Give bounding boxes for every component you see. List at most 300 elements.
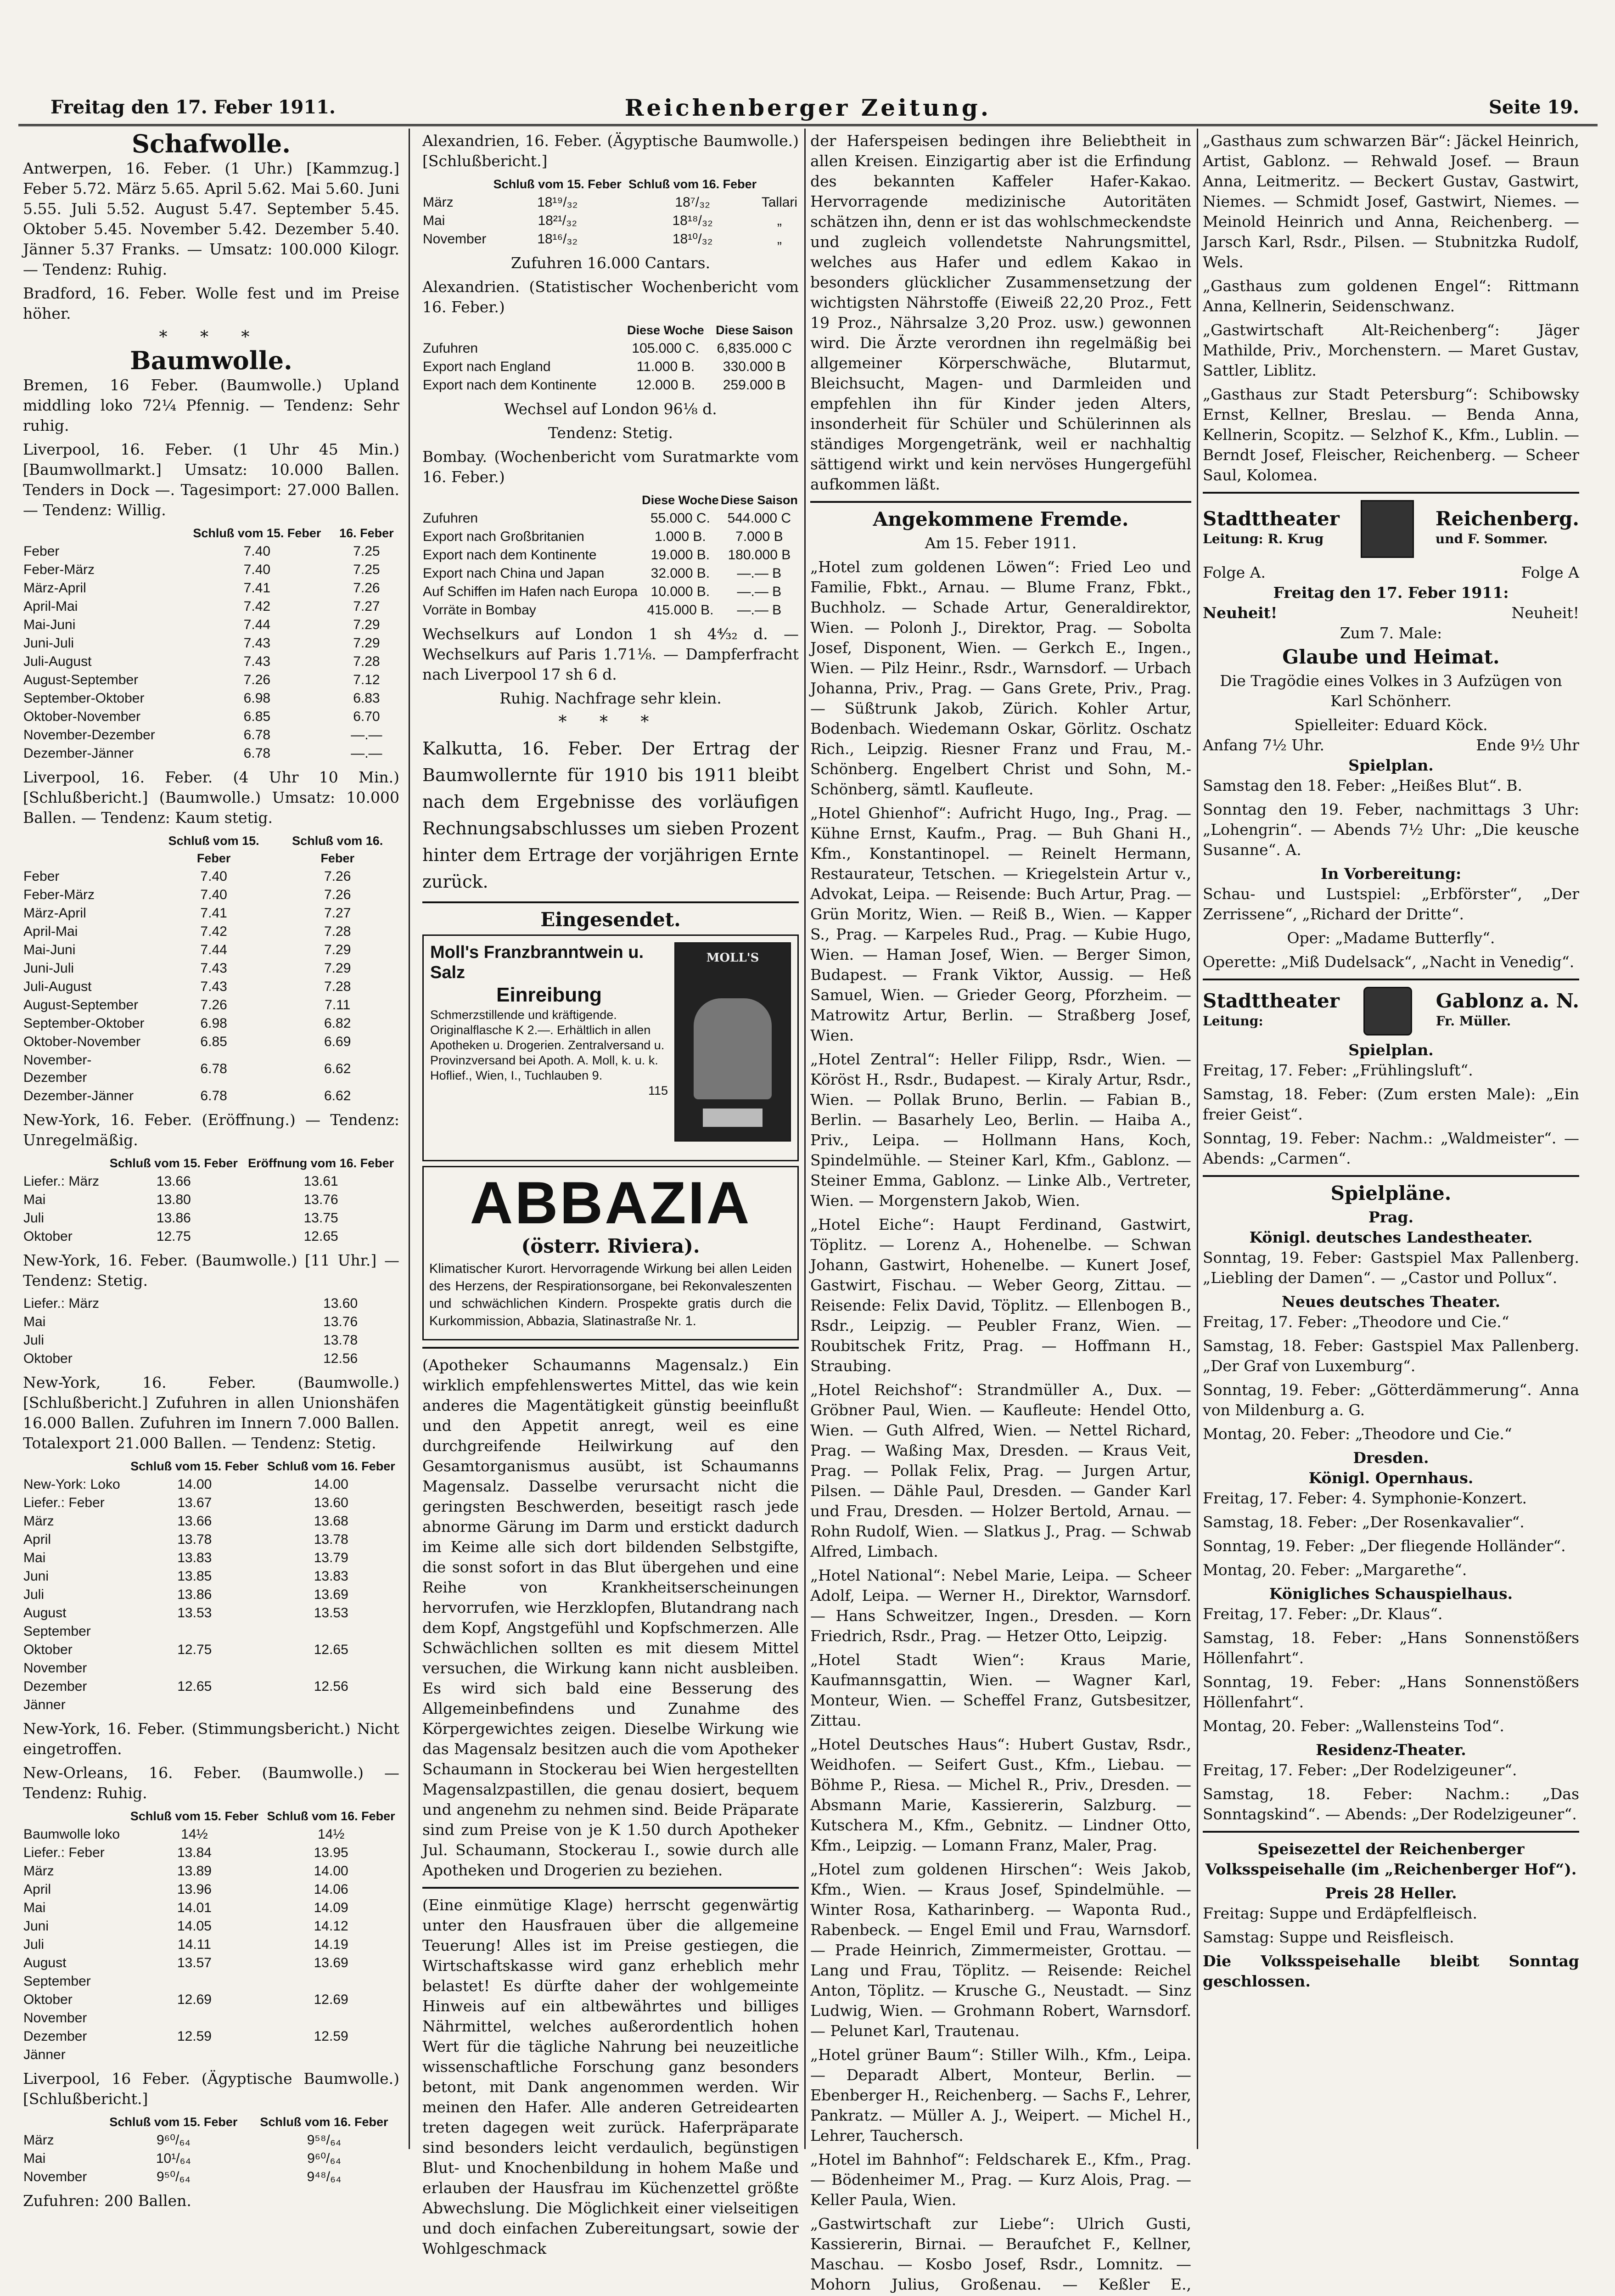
venue-item: Samstag, 18. Feber: „Der Rosenkavalier“. [1203,1513,1525,1531]
venue-item: Freitag, 17. Feber: „Der Rodelzigeuner“. [1203,1761,1517,1779]
row-label: Zufuhren [423,511,478,526]
row-label: Dezember-Jänner [23,1088,134,1103]
table-row [422,358,799,376]
article-schaumann: (Apotheker Schaumanns Magensalz.) Ein wirklich empfehlenswertes Mittel, das wie kein anderes die Magentätigkeit günstig beeinflußt und den Appetit anregt, weil es eine durchgreifende Heilwirkung auf den Gesamtorganismus ausübt, ist Schaumanns Magensalz. Dasselbe verursacht nicht die geringsten Beschwerden, beseitigt rasch jede abnorme Gärung im Darm und erstickt dadurch im Keime alle sich dort bildenden Selbstgifte, die sonst sofort in das Blut übergehen und eine Reihe von Krankheitserscheinungen hervorrufen, wie Herzklopfen, Blutandrang nach dem Kopf, Angstgefühl und Kopfschmerzen. Alle Schwächlichen sollten es mit diesem Mittel versuchen, die Wirkung kann nicht ausbleiben. Es wird sich bald eine Besserung des Allgemeinbefindens und Zunahme des Körpergewichtes zeigen. Dieselbe Wirkung wie das Magensalz besitzen auch die vom Apotheker Schaumann in Stockerau bei Wien hergestellten Magensalzpastillen, die genau dosiert, bequem und angenehm zu nehmen sind. Beide Präparate sind zum Preise von je K 1.50 durch Apotheker Jul. Schaumann, Stockerau I., sowie durch alle Apotheken und Drogerien zu beziehen. [422,1356,799,1879]
venue-item: Freitag, 17. Feber: „Dr. Klaus“. [1203,1605,1443,1623]
row-value: —.— [351,746,382,761]
spielplan-heading: Spielplan. [1348,756,1434,774]
row-value: 13.53 [314,1605,348,1621]
row-value: 6.85 [200,1034,227,1049]
row-value: 6.85 [243,709,271,724]
report-alexandrien-1: Alexandrien, 16. Feber. (Ägyptische Baumwolle.) [Schlußbericht.] [422,132,799,170]
row-value: 9⁴⁸/₆₄ [307,2169,342,2184]
list-item: „Gasthaus zur Stadt Petersburg“: Schibowsky Ernst, Kellner, Breslau. — Benda Anna, Kellnerin, Scopitz. — Selzhof K., Kfm., Lublin. — Berndt Josef, Fleischer, Reichenberg. — Scheer Saul, Kolomea. [1203,385,1579,484]
gablonz-item: Sonntag, 19. Feber: Nachm.: „Waldmeister“. — Abends: „Carmen“. [1203,1129,1579,1167]
row-label: Jänner [23,2047,66,2062]
row-value: 6.78 [200,1061,227,1076]
table-header: Diese Saison [720,493,798,507]
row-value: 7.27 [324,906,351,921]
closing-note: Die Volksspeisehalle bleibt Sonntag geschlossen. [1203,1952,1579,1990]
row-value: —.— B [737,602,782,618]
row-label: Oktober [23,1351,73,1366]
row-value: 7.25 [353,544,380,559]
table-row [23,671,399,689]
report-newyork-4: New-York, 16. Feber. (Stimmungsbericht.) Nicht eingetroffen. [23,1720,399,1758]
row-label: September [23,1624,91,1639]
header-date: Freitag den 17. Feber 1911. [50,96,336,118]
row-value: 12.75 [177,1642,212,1657]
city-prag: Prag. [1368,1208,1414,1226]
row-value: 13.76 [323,1314,358,1329]
row-label: Mai-Juni [23,617,76,632]
row-value: 13.86 [177,1587,212,1602]
row-label: März-April [23,906,86,921]
row-value: 14½ [181,1827,208,1842]
table-row [422,564,799,583]
venue-residenz: Residenz-Theater. [1316,1741,1466,1759]
table-row [23,867,399,886]
neuheit-left: Neuheit! [1203,604,1278,622]
play-description: Die Tragödie eines Volkes in 3 Aufzügen von Karl Schönherr. [1220,672,1562,710]
divider [1203,1175,1579,1177]
row-value: 10.000 B. [650,584,710,599]
row-label: Juni [23,1919,49,1934]
row-label: Feber [23,544,60,559]
moll-ad-text: Schmerzstillende und kräftigende. Originalflasche K 2.—. Erhältlich in allen Apotheken u. Drogerien. Zentralversand u. Provinzversand bei Apoth. A. Moll, k. u. k. Hoflief., Wien, I., Tuchlauben 9. [430,1008,665,1082]
row-value: 9⁶⁰/₆₄ [157,2133,191,2148]
stats-table-alexandrien [422,321,799,394]
vorbereitung-item: Operette: „Miß Dudelsack“, „Nacht in Venedig“. [1203,953,1575,971]
theatre-leitung-2: und F. Sommer. [1435,531,1548,546]
performance-date: Freitag den 17. Feber 1911: [1273,584,1509,602]
table-row [23,1677,399,1696]
row-value: 7.43 [200,961,227,976]
abbazia-text: Klimatischer Kurort. Hervorragende Wirkung bei allen Leiden des Herzens, der Respirationsorgane, bei Rekonvaleszenten und schwächlichen Kindern. Prospekte gratis durch die Kurkommission, Abbazia, Slatinastraße Nr. 1. [429,1261,792,1328]
row-value: 13.66 [156,1174,191,1189]
table-row [23,1087,399,1105]
row-value: 13.78 [314,1532,348,1547]
row-value: 12.69 [314,1992,348,2007]
table-body [422,193,799,248]
table-row [23,1954,399,1972]
report-bremen: Bremen, 16 Feber. (Baumwolle.) Upland middling loko 72¼ Pfennig. — Tendenz: Sehr ruhig. [23,376,399,434]
list-item: „Hotel zum goldenen Löwen“: Fried Leo und Familie, Fbkt., Arnau. — Blume Franz, Fbkt., Buchholz. — Schade Artur, Generaldirektor, Wien. — Polonh J., Direktor, Prag. — Sobolta Josef, Disponent, Wien. — Gerkch E., Ingen., Wien. — Pilz Heinr., Rsdr., Warnsdorf. — Urbach Johanna, Priv., Prag. — Gans Grete, Priv., Prag. — Süßtrunk Jakob, Zürich. Kohler Artur, Bodenbach. Wiedemann Oskar, Görlitz. Oschatz Rich., Leipzig. Riesner Franz und Frau, M.-Schönberg. Engelbert Christ und Sohn, M.-Schönberg, sämtl. Kaufleute. [810,558,1191,798]
table-row [23,1622,399,1641]
table-header: Schluß vom 16. Feber [628,177,757,191]
venue-schauspielhaus: Königliches Schauspielhaus. [1269,1585,1513,1603]
row-label: Juli [23,1937,45,1952]
gablonz-item: Samstag, 18. Feber: (Zum ersten Male): „Ein freier Geist“. [1203,1085,1579,1123]
row-label: Liefer.: Feber [23,1495,105,1510]
table-body [23,2131,399,2186]
table-body [422,339,799,394]
table-row [23,1880,399,1899]
spielplan-item: Sonntag den 19. Feber, nachmittags 3 Uhr: „Lohengrin“. — Abends 7½ Uhr: „Die keusche Susanne“. A. [1203,800,1579,859]
price-table-alexandrien [422,175,799,248]
row-label: Juli [23,1210,45,1226]
article-klage: (Eine einmütige Klage) herrscht gegenwärtig unter den Hausfrauen über die allgemeine Teuerung! Alles ist im Preise gestiegen, die Wirtschaftskasse wird ganz erheblich mehr belastet! Es dürfte daher der wohlgemeinte Hinweis auf ein altbewährtes und billiges Nährmittel, welches außerordentlich hohen Wert für die tägliche Nahrung bei neuzeitliche wissenschaftliche Forschung ganz besonders betont, mit Dank angenommen werden. Wir meinen den Hafer. Alle anderen Getreidearten treten dagegen weit zurück. Haferpräparate sind besonders leicht verdaulich, begünstigen Blut- und Knochenbildung in hohem Maße und erlauben der Hausfrau im Küchenzettel größte Abwechslung. Die Möglichkeit einer vielseitigen und doch einfachen Zubereitungsart, sowie der Wohlgeschmack [422,1896,799,2257]
row-label: Feber-März [23,887,95,902]
row-label: Jänner [23,1697,66,1712]
list-item: „Hotel Zentral“: Heller Filipp, Rsdr., Wien. — Köröst H., Rsdr., Budapest. — Kiraly Artur, Rsdr., Wien. — Pollak Bruno, Berlin. — Fabian B., Berlin. — Basarhely Leo, Berlin. — Haiba A., Priv., Leipa. — Hollmann Hans, Koch, Spindelmühle. — Steiner Karl, Kfm., Gablonz. — Steiner Emma, Gablonz. — Linke Alb., Vertreter, Wien. — Morgenstern Jakob, Wien. [810,1050,1191,1210]
gablonz-crest-icon [1363,987,1412,1035]
row-value: 12.65 [177,1679,212,1694]
row-value: 6.69 [324,1034,351,1049]
row-value: 7.29 [353,636,380,651]
row-value [263,2009,399,2027]
section-title-fremde: Angekommene Fremde. [873,508,1129,530]
row-value [126,1622,263,1641]
report-alexandrien-2: Alexandrien. (Statistischer Wochenbericht vom 16. Feber.) [422,278,799,316]
row-value: 14.12 [314,1919,348,1934]
row-value: 18¹⁰/₃₂ [672,231,713,247]
table-row [23,1033,399,1051]
row-value: 7.28 [324,979,351,994]
row-label: Dezember-Jänner [23,746,134,761]
price-table-neworleans [23,1807,399,2064]
table-body [422,509,799,619]
theatre-leitung: Leitung: R. Krug [1203,531,1324,546]
price-table-newyork-1 [23,1154,399,1246]
price-table-newyork-2 [23,1294,399,1368]
list-item: „Gastwirtschaft zur Liebe“: Ulrich Gusti, Kassiererin, Birnai. — Beraufchet F., Kellner, Maschau. — Kosbo Josef, Rsdr., Lomnitz. — Mohorn Julius, Großenau. — Keßler E., [810,2215,1191,2293]
table-row [23,941,399,959]
row-value: „ [777,231,782,247]
row-value: 12.65 [303,1229,338,1244]
row-value: 7.40 [200,869,227,884]
row-label: Feber-März [23,562,95,577]
table-header: Diese Woche [627,323,704,337]
table-header: Diese Saison [716,323,793,337]
guest-list [810,557,1191,2296]
divider [422,1347,799,1349]
table-row [23,1659,399,1677]
row-value: 13.86 [156,1210,191,1226]
guest-list-continued [1203,131,1579,485]
figure-base [703,1109,763,1127]
table-row [23,1991,399,2009]
table-body [23,1825,399,2064]
table-row [23,1567,399,1586]
row-value: 14.05 [177,1919,212,1934]
table-row [23,959,399,978]
abbazia-subtitle: (österr. Riviera). [521,1235,700,1257]
row-value: 13.53 [177,1605,212,1621]
gablonz-spielplan-heading: Spielplan. [1348,1041,1434,1059]
row-label: Liefer.: Feber [23,1845,105,1860]
row-label: Mai [23,1314,46,1329]
row-label: New-York: Loko [23,1477,120,1492]
row-value [126,1972,263,1991]
table-row [23,1227,399,1246]
row-value: 7.26 [353,580,380,596]
row-value: 18⁷/₃₂ [675,195,710,210]
table-row [23,616,399,634]
report-newyork-2: New-York, 16. Feber. (Baumwolle.) [11 Uhr.] — Tendenz: Stetig. [23,1251,399,1289]
row-value: Tallari [761,195,798,210]
row-value: 6,835.000 C [717,341,792,356]
column-rule [1197,129,1198,2149]
row-label: Juli-August [23,979,92,994]
row-label: Oktober [23,1992,73,2007]
table-row [23,886,399,904]
table-header: Schluß vom 15. Feber [193,526,321,540]
table-row [23,1936,399,1954]
table-row [422,546,799,564]
row-value: —.— B [737,584,782,599]
advertisement-moll [422,934,799,1161]
table-row [23,579,399,597]
row-value [279,1350,282,1368]
row-value: 7.29 [324,961,351,976]
theatre-header-gablonz [1203,987,1579,1035]
row-value: 13.80 [156,1192,191,1207]
gablonz-item: Freitag, 17. Feber: „Frühlingsluft“. [1203,1061,1473,1079]
row-label: November [423,231,487,247]
divider [1203,979,1579,980]
list-item: „Hotel Ghienhof“: Aufricht Hugo, Ing., Prag. — Kühne Ernst, Kaufm., Prag. — Buh Ghani H., Kfm., Konstantinopel. — Reinelt Hermann, Restaurateur, Tetschen. — Kriegelstein Artur v., Advokat, Leipa. — Reisende: Buch Artur, Prag. — Grün Moritz, Wien. — Reiß B., Wien. — Kapper S., Prag. — Karpeles Rud., Prag. — Kubie Hugo, Wien. — Haman Josef, Wien. — Berger Simon, Budapest. — Frank Viktor, Aussig. — Heß Samuel, Wien. — Grieder Georg, Pforzheim. — Matrowitz Artur, Berlin. — Straßberg Josef, Wien. [810,804,1191,1044]
list-item: „Hotel grüner Baum“: Stiller Wilh., Kfm., Leipa. — Deparadt Albert, Monteur, Berlin. — Ebenberger H., Reichenberg. — Sachs F., Lehrer, Pankratz. — Müller A. J., Weipert. — Michel H., Lehrer, Tauchersch. [810,2046,1191,2144]
row-value: 7.40 [243,562,271,577]
row-label: Export nach dem Kontinente [423,377,597,393]
row-value: 13.66 [177,1514,212,1529]
table-row [23,1313,399,1331]
venue-item: Freitag, 17. Feber: „Theodore und Cie.“ [1203,1313,1509,1331]
venue-item: Sonntag, 19. Feber: „Götterdämmerung“. Anna von Mildenburg a. G. [1203,1381,1579,1419]
column-rule [409,129,410,2149]
table-row [23,1549,399,1567]
volksspeisehalle-price: Preis 28 Heller. [1325,1884,1457,1902]
row-value: 6.98 [200,1016,227,1031]
row-label: März [423,195,454,210]
column-4 [1203,131,1579,2151]
row-value: 13.60 [323,1296,358,1311]
row-label: Feber [23,869,60,884]
fremde-date: Am 15. Feber 1911. [925,534,1077,552]
row-value: 13.79 [314,1550,348,1565]
play-title: Glaube und Heimat. [1282,646,1500,668]
row-label: Export nach China und Japan [423,566,605,581]
theatre-gablonz-right-block [1436,991,1579,1031]
separator-stars: * * * [558,713,663,732]
divider [422,1887,799,1889]
moll-ad-illustration [674,942,791,1142]
row-value: 32.000 B. [650,566,710,581]
row-value [126,1659,263,1677]
neuheit-right: Neuheit! [1511,604,1579,622]
row-value: 14½ [317,1827,345,1842]
table-row [23,923,399,941]
table-header: Schluß vom 16. Feber [292,834,383,865]
row-value: 7.43 [243,654,271,669]
venue-opernhaus: Königl. Opernhaus. [1308,1469,1474,1487]
report-newyork-3: New-York, 16. Feber. (Baumwolle.) [Schlußbericht.] Zufuhren in allen Unionshäfen 16.000 Ballen. Zufuhren im Innern 7.000 Ballen. Totalexport 21.000 Ballen. — Tendenz: Stetig. [23,1373,399,1452]
theatre-name: Stadttheater [1203,507,1340,530]
table-row [23,1696,399,1714]
row-label: Juli-August [23,654,92,669]
row-value: 7.42 [200,924,227,939]
gablonz-theatre-name: Stadttheater [1203,990,1340,1012]
table-row [23,653,399,671]
theatre-reichenberg-right-block [1436,509,1579,549]
row-label: Mai [23,2151,46,2166]
header-masthead: Reichenberger Zeitung. [624,94,992,121]
table-header: Schluß vom 16. Feber [267,1809,395,1823]
row-value: 12.69 [177,1992,212,2007]
row-label: Oktober-November [23,709,141,724]
row-label: März [23,2133,54,2148]
row-value: 19.000 B. [650,547,710,563]
column-3 [810,131,1191,2293]
table-row [23,1825,399,1844]
row-value: 13.85 [177,1569,212,1584]
moll-ad-figure-label: MOLL'S [706,951,759,965]
row-value: 12.56 [323,1351,358,1366]
table-row [23,1917,399,1936]
row-value: 259.000 B [723,377,786,393]
row-value: 14.01 [177,1900,212,1915]
list-item: „Hotel National“: Nebel Marie, Leipa. — Scheer Adolf, Leipa. — Werner H., Direktor, Warnsdorf. — Hans Schweitzer, Ingen., Dresden. — Korn Friedrich, Rsdr., Prag. — Hetzer Otto, Leipzig. [810,1566,1191,1645]
city-dresden: Dresden. [1353,1449,1429,1467]
venue-item: Samstag, 18. Feber: „Hans Sonnenstößers Höllenfahrt“. [1203,1629,1579,1667]
row-label: Dezember [23,2029,87,2044]
row-value: —.— [351,727,382,743]
report-neworleans: New-Orleans, 16. Feber. (Baumwolle.) — Tendenz: Ruhig. [23,1764,399,1802]
row-value [126,1696,263,1714]
venue-item: Samstag, 18. Feber: Nachm.: „Das Sonntagskind“. — Abends: „Der Rodelzigeuner“. [1203,1785,1579,1823]
row-value: 7.40 [200,887,227,902]
table-row [23,597,399,616]
row-value: 7.43 [200,979,227,994]
row-label: Baumwolle loko [23,1827,120,1842]
row-value [279,1294,282,1313]
table-row [23,1972,399,1991]
row-label: April-Mai [23,924,78,939]
abbazia-title: ABBAZIA [470,1169,751,1236]
table-row [23,1014,399,1033]
venue-item: Montag, 20. Feber: „Theodore und Cie.“ [1203,1425,1512,1443]
row-value: 13.68 [314,1514,348,1529]
row-value: 13.78 [177,1532,212,1547]
column-rule [804,129,806,2149]
row-value: 7.29 [353,617,380,632]
row-value: 13.83 [177,1550,212,1565]
table-body [23,1294,399,1368]
row-value: 7.42 [243,599,271,614]
row-value: 13.83 [314,1569,348,1584]
list-item: „Hotel Eiche“: Haupt Ferdinand, Gastwirt, Töplitz. — Lorenz A., Hohenelbe. — Schwan Johann, Gastwirt, Hohenelbe. — Kunert Josef, Gastwirt, Fischau. — Weber Georg, Zittau. — Reisende: Felix David, Töplitz. — Ellenbogen B., Rsdr., Leipzig. — Peubler Franz, Wien. — Roubitschek Fritz, Prag. — Hoffmann H., Straubing. [810,1216,1191,1375]
table-row [422,339,799,358]
venue-item: Sonntag, 19. Feber: „Der fliegende Holländer“. [1203,1537,1566,1555]
table-row [23,1899,399,1917]
gablonz-leitung-2: Fr. Müller. [1436,1013,1511,1029]
moll-ad-title: Moll's Franzbranntwein u. Salz [430,943,644,982]
table-row [23,1494,399,1512]
row-value: 13.89 [177,1863,212,1879]
spielleiter: Spielleiter: Eduard Köck. [1294,716,1488,734]
row-value: 12.56 [314,1679,348,1694]
report-liverpool-3: Liverpool, 16 Feber. (Ägyptische Baumwolle.) [Schlußbericht.] [23,2070,399,2108]
report-liverpool-1: Liverpool, 16. Feber. (1 Uhr 45 Min.) [Baumwollmarkt.] Umsatz: 10.000 Ballen. Tenders in Dock —. Tagesimport: 27.000 Ballen. — Tendenz: Willig. [23,440,399,519]
row-value [126,2046,263,2064]
price-table-liverpool-1 [23,524,399,763]
row-value: 13.75 [303,1210,338,1226]
table-body [23,1475,399,1714]
moll-ad-subtitle: Einreibung [496,984,602,1006]
row-label: Oktober-November [23,1034,141,1049]
row-label: Mai [423,213,445,228]
row-label: Mai [23,1192,46,1207]
article-hafer-kakao: der Haferspeisen bedingen ihre Beliebtheit in allen Kreisen. Einzigartig aber ist die Erfindung des bekannten Kaffeler Hafer-Kakao. Hervorragende medizinische Autoritäten schätzen ihn, denn er ist das wohlschmeckendste und zugleich vollendetste Nahrungsmittel, welches aus Hafer und edlem Kakao in besonders glücklicher Zusammensetzung der wichtigsten Nährstoffe (Eiweiß 22,20 Proz., Fett 19 Proz., Nährsalze 3,20 Proz. usw.) gewonnen wird. Die Ärzte verordnen ihn regelmäßig bei allgemeiner Körperschwäche, Blutarmut, Bleichsucht, Magen- und Darmleiden und empfehlen ihn für Kinder jeden Alters, insonderheit für Schüler und Schülerinnen als ständiges Morgengetränk, weil er nachhaltig sättigend wirkt und kein nervöses Hungergefühl aufkommen läßt. [810,132,1191,493]
divider [810,501,1191,503]
table-header: Schluß vom 15. Feber [109,2115,238,2129]
divider [1203,1831,1579,1833]
table-row [422,230,799,248]
table-row [23,744,399,763]
table-row [23,1051,399,1087]
row-value: 14.00 [314,1863,348,1879]
table-row [23,2027,399,2046]
row-value [263,1696,399,1714]
theatre-header-reichenberg [1203,500,1579,558]
table-row [23,1191,399,1209]
theatre-reichenberg-left-block [1203,509,1340,549]
spielplan-item: Samstag den 18. Feber: „Heißes Blut“. B. [1203,777,1522,794]
folge-line [1203,563,1579,583]
row-label: Export nach Großbritanien [423,529,584,544]
row-value: 7.000 B [735,529,783,544]
row-value: 7.29 [324,942,351,957]
table-row [422,193,799,212]
row-value: 9⁵⁸/₆₄ [307,2133,342,2148]
row-label: Mai [23,1550,46,1565]
table-row [23,726,399,744]
row-label: Oktober [23,1229,73,1244]
row-value: 7.26 [243,672,271,687]
table-row [23,1331,399,1350]
row-label: November [23,1660,87,1676]
row-label: Juli [23,1333,45,1348]
table-row [23,2168,399,2186]
row-label: Vorräte in Bombay [423,602,536,618]
row-value: 6.82 [324,1016,351,1031]
table-header: 16. Feber [339,526,394,540]
row-value [263,2046,399,2064]
table-row [23,689,399,708]
menu-item: Freitag: Suppe und Erdäpfelfleisch. [1203,1904,1478,1922]
row-value: 13.60 [314,1495,348,1510]
gablonz-leitung: Leitung: [1203,1013,1263,1029]
row-value: 9⁵⁰/₆₄ [156,2169,191,2184]
row-value: 6.78 [243,727,271,743]
advertisement-abbazia [422,1166,799,1340]
price-table-newyork-3 [23,1457,399,1714]
list-item: „Hotel zum goldenen Hirschen“: Weis Jakob, Kfm., Wien. — Kraus Josef, Spindelmühle. — Winter Rosa, Katharinberg. — Waponta Rud., Rabenbeck. — Engel Emil und Frau, Warnsdorf. — Prade Heinrich, Zimmermeister, Grottau. — Lang und Frau, Töplitz. — Reisende: Reichel Anton, Töplitz. — Krusche G., Neustadt. — Sinz Ludwig, Wien. — Grohmann Robert, Warnsdorf. — Pelunet Karl, Trautenau. [810,1860,1191,2040]
wechselkurs: Wechselkurs auf London 1 sh 4⁴⁄₃₂ d. — Wechselkurs auf Paris 1.71⅛. — Dampferfracht nach Liverpool 17 sh 6 d. [422,625,799,683]
list-item: „Hotel Stadt Wien“: Kraus Marie, Kaufmannsgattin, Wien. — Wagner Karl, Monteur, Wien. — Scheffel Franz, Gutsbesitzer, Zittau. [810,1651,1191,1729]
table-row [23,978,399,996]
list-item: „Hotel im Bahnhof“: Feldscharek E., Kfm., Prag. — Bödenheimer M., Prag. — Kurz Alois, Prag. — Keller Paula, Wien. [810,2150,1191,2209]
ende-time: Ende 9½ Uhr [1476,736,1579,754]
row-value: „ [777,213,782,228]
reichenberg-crest-icon [1361,500,1414,558]
volksspeisehalle-title: Speisezettel der Reichenberger Volksspeisehalle (im „Reichenberger Hof“). [1205,1840,1577,1878]
row-value: 14.09 [314,1900,348,1915]
table-row [23,1294,399,1313]
list-item: „Hotel Deutsches Haus“: Hubert Gustav, Rsdr., Weidhofen. — Seifert Gust., Kfm., Liebau. — Böhme P., Riesa. — Michel R., Priv., Dresden. — Absmann Marie, Kassiererin, Salzburg. — Kutschera M., Kfm., Gebnitz. — Lindner Otto, Kfm., Leipzig. — Lomann Franz, Maler, Prag. [810,1735,1191,1854]
table-header: Schluß vom 15. Feber [130,1809,258,1823]
column-2 [422,131,799,2257]
